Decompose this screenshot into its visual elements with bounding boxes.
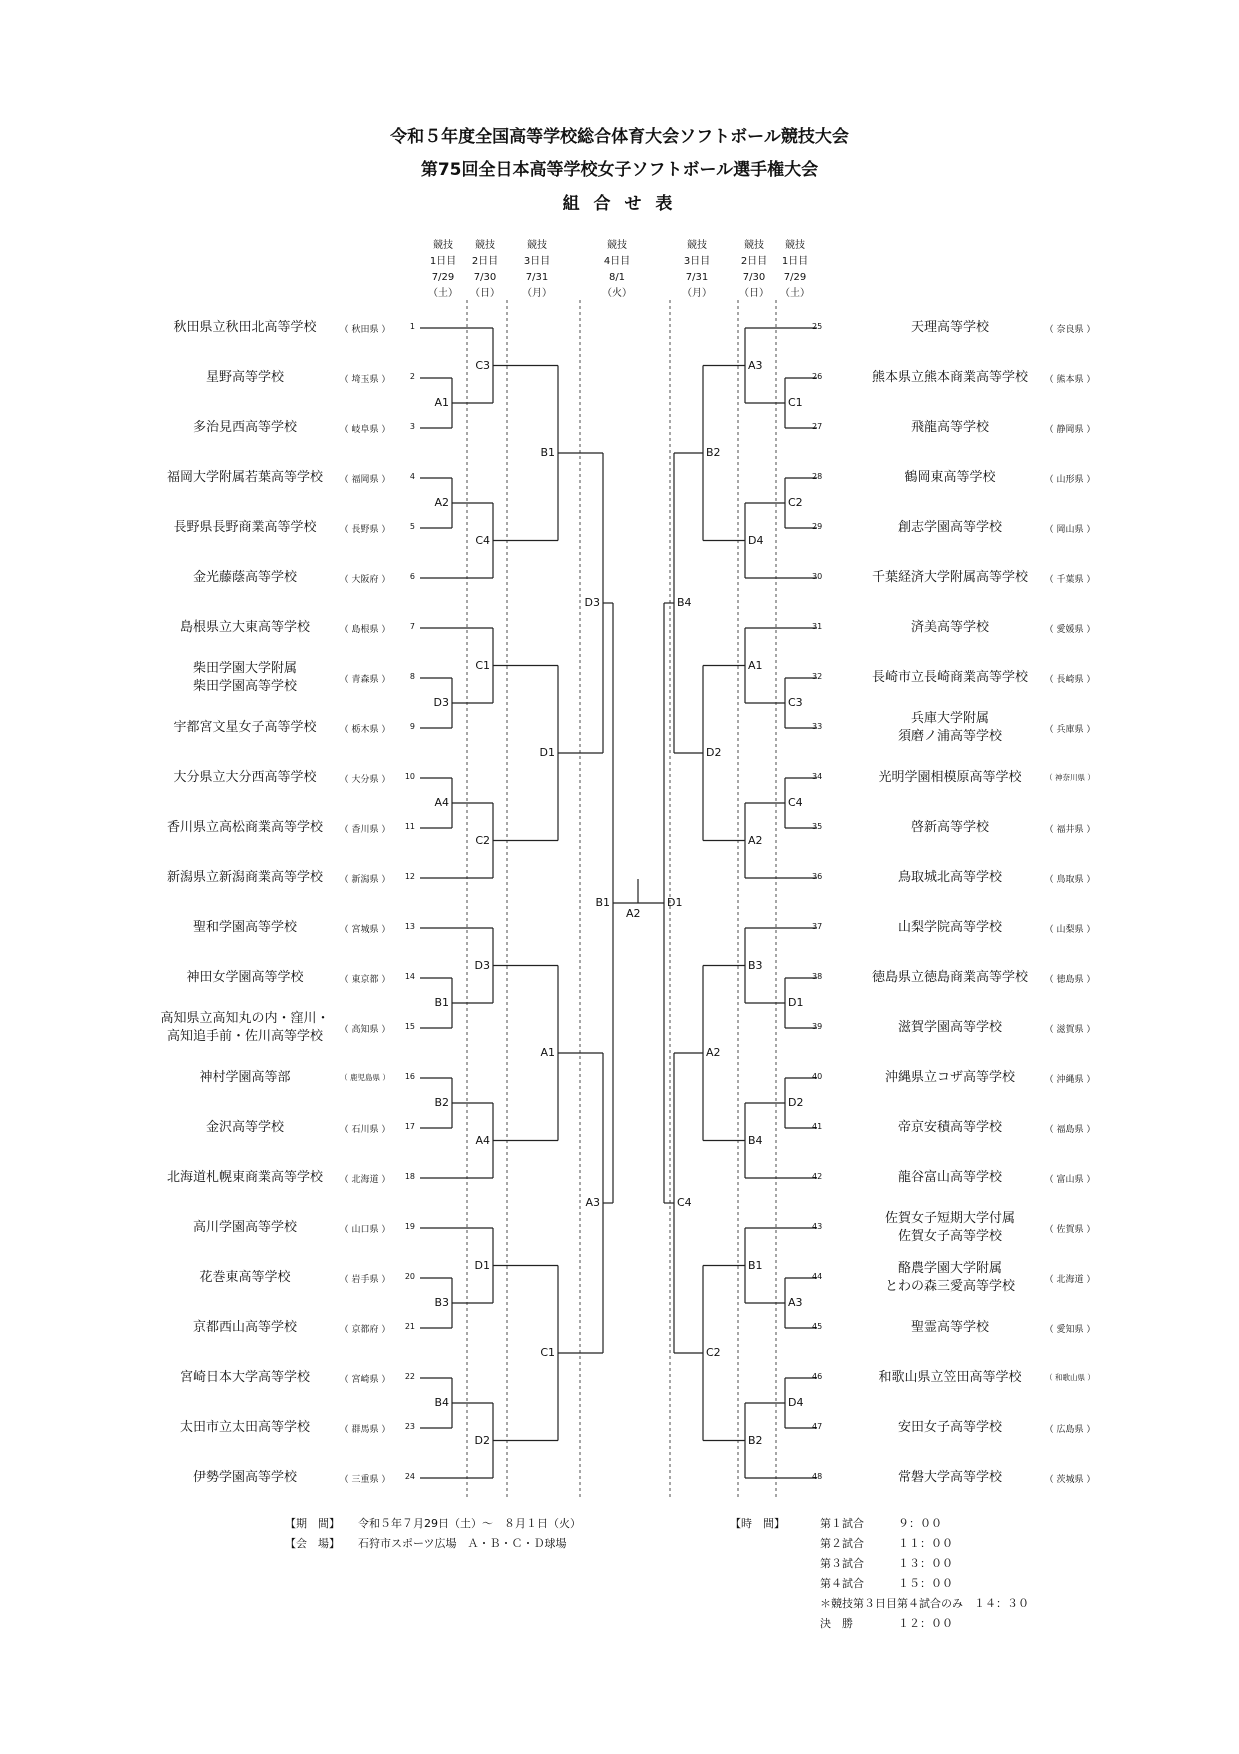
team-name (145, 1419, 345, 1437)
team-name (145, 769, 345, 787)
day-header-dow: （月） (522, 288, 552, 299)
team-name-line: 徳島県立徳島商業高等学校 (871, 970, 1028, 985)
schedule-time: ９：００ (898, 1517, 942, 1530)
day-header-date: 7/30 (473, 272, 497, 283)
team-number: 39 (812, 1022, 823, 1031)
team-number: 18 (404, 1172, 415, 1181)
team-name (850, 419, 1050, 437)
match-code: D2 (474, 1433, 490, 1447)
team-name (850, 469, 1050, 487)
match-code: A1 (748, 658, 763, 672)
team-prefecture: （ 岐阜県 ） (339, 425, 391, 435)
team-name (850, 1210, 1050, 1246)
team-prefecture: （ 福島県 ） (1044, 1125, 1096, 1135)
team-name (850, 1019, 1050, 1037)
team-name-line: 龍谷富山高等学校 (897, 1170, 1002, 1185)
team-prefecture: （ 石川県 ） (339, 1125, 391, 1135)
team-name-line: 啓新高等学校 (910, 820, 989, 835)
day-header-dow: （月） (682, 288, 712, 299)
team-number: 32 (812, 672, 823, 681)
team-name-line: 常磐大学高等学校 (897, 1470, 1002, 1485)
team-number: 48 (812, 1472, 823, 1481)
team-number: 5 (409, 522, 415, 531)
team-name-line-2: 高知追手前・佐川高等学校 (166, 1029, 323, 1044)
team-number: 36 (812, 872, 823, 881)
day-header-l1: 競技 (607, 240, 627, 251)
day-header-dow: （日） (739, 288, 769, 299)
team-name-line: 酪農学園大学附属 (897, 1261, 1002, 1276)
team-name (850, 1169, 1050, 1187)
match-code: B1 (540, 446, 555, 459)
match-code: A1 (434, 396, 449, 409)
team-prefecture: （ 宮崎県 ） (339, 1375, 391, 1385)
match-code: C2 (475, 833, 490, 847)
team-name-line: 天理高等学校 (910, 320, 989, 335)
team-name (145, 619, 345, 637)
match-code: A3 (748, 358, 763, 372)
team-name (145, 1119, 345, 1137)
time-label: 【時 間】 (730, 1517, 785, 1530)
team-name-line: 熊本県立熊本商業高等学校 (871, 370, 1028, 385)
team-prefecture: （ 山梨県 ） (1044, 925, 1096, 935)
championship-title: 第75回全日本高等学校女子ソフトボール選手権大会 (420, 160, 819, 180)
match-code: D4 (788, 1396, 804, 1409)
team-name (145, 919, 345, 937)
team-name-line: 和歌山県立笠田高等学校 (878, 1370, 1022, 1385)
team-number: 1 (409, 322, 415, 331)
day-header-dow: （日） (470, 288, 500, 299)
team-name (145, 469, 345, 487)
team-name (850, 669, 1050, 687)
match-code: D3 (584, 596, 600, 609)
team-number: 30 (812, 572, 823, 581)
team-prefecture: （ 岩手県 ） (339, 1275, 391, 1285)
day-header-date: 7/29 (431, 272, 455, 283)
team-prefecture: （ 福井県 ） (1044, 825, 1096, 835)
match-code: B1 (434, 996, 449, 1009)
team-prefecture: （ 北海道 ） (1044, 1275, 1096, 1285)
team-name-line: 北海道札幌東商業高等学校 (166, 1170, 323, 1185)
team-prefecture: （ 香川県 ） (339, 825, 391, 835)
team-name (145, 319, 345, 337)
team-name (145, 819, 345, 837)
team-prefecture: （ 神奈川県 ） (1045, 773, 1095, 782)
day-header-date: 8/1 (608, 272, 626, 283)
team-name-line: 山梨学院高等学校 (897, 920, 1002, 935)
match-code: A4 (475, 1133, 490, 1147)
team-name (850, 619, 1050, 637)
team-name (145, 569, 345, 587)
day-header-dow: （土） (428, 288, 458, 299)
team-prefecture: （ 滋賀県 ） (1044, 1025, 1096, 1035)
team-name (145, 1469, 345, 1487)
final-label: 決 勝 (820, 1617, 853, 1630)
match-code: B3 (434, 1296, 449, 1309)
team-number: 37 (812, 922, 823, 931)
team-name (850, 519, 1050, 537)
match-code: D2 (706, 746, 722, 759)
match-code: B1 (748, 1258, 763, 1272)
team-name-line-2: 須磨ノ浦高等学校 (897, 729, 1002, 744)
team-number: 8 (409, 672, 415, 681)
day-header-l2: 4日目 (603, 256, 631, 267)
team-prefecture: （ 佐賀県 ） (1044, 1225, 1096, 1235)
team-name-line-2: 柴田学園高等学校 (192, 679, 297, 694)
team-name-line: 光明学園相模原高等学校 (878, 770, 1022, 785)
final-code: A2 (626, 907, 641, 920)
team-number: 41 (812, 1122, 823, 1131)
match-code: B2 (434, 1096, 449, 1109)
team-prefecture: （ 福岡県 ） (339, 475, 391, 485)
day-header-l2: 1日目 (781, 256, 809, 267)
team-number: 44 (812, 1272, 823, 1281)
team-number: 33 (812, 722, 823, 731)
period-value: 令和５年７月29日（土）～ ８月１日（火） (358, 1517, 581, 1530)
team-name-line: 星野高等学校 (205, 370, 284, 385)
team-prefecture: （ 岡山県 ） (1044, 525, 1096, 535)
match-code: D4 (748, 533, 764, 547)
team-name-line: 飛龍高等学校 (910, 420, 989, 435)
team-name (850, 369, 1050, 387)
team-name-line: 香川県立高松商業高等学校 (166, 820, 323, 835)
team-name-line: 京都西山高等学校 (192, 1320, 297, 1335)
team-prefecture: （ 徳島県 ） (1044, 975, 1096, 985)
team-name-line: 鶴岡東高等学校 (904, 470, 996, 485)
team-name-line: 高川学園高等学校 (192, 1220, 297, 1235)
team-prefecture: （ 北海道 ） (339, 1175, 391, 1185)
team-number: 19 (404, 1222, 415, 1231)
team-name (145, 369, 345, 387)
team-prefecture: （ 静岡県 ） (1044, 425, 1096, 435)
team-number: 24 (404, 1472, 415, 1481)
team-name (145, 719, 345, 737)
team-name (145, 519, 345, 537)
schedule-time: １１：００ (898, 1537, 953, 1550)
team-name-line: 安田女子高等学校 (897, 1420, 1002, 1435)
team-name-line: 長野県長野商業高等学校 (173, 520, 317, 535)
team-number: 28 (812, 472, 823, 481)
match-code: B4 (748, 1133, 763, 1147)
team-name (850, 969, 1050, 987)
team-name (145, 1369, 345, 1387)
team-number: 9 (409, 722, 415, 731)
team-name-line: 千葉経済大学附属高等学校 (871, 570, 1028, 585)
team-name (850, 569, 1050, 587)
team-prefecture: （ 秋田県 ） (339, 325, 391, 335)
team-name-line: 神村学園高等部 (199, 1070, 291, 1085)
team-prefecture: （ 愛媛県 ） (1044, 625, 1096, 635)
day-header-date: 7/31 (685, 272, 709, 283)
team-number: 22 (404, 1372, 415, 1381)
team-prefecture: （ 山形県 ） (1044, 475, 1096, 485)
team-prefecture: （ 広島県 ） (1044, 1425, 1096, 1435)
match-code: C4 (475, 533, 490, 547)
day-header-l2: 2日目 (471, 256, 499, 267)
day-header-l1: 競技 (687, 240, 707, 251)
team-number: 12 (404, 872, 415, 881)
team-number: 3 (409, 422, 415, 431)
team-name-line: 聖霊高等学校 (910, 1320, 989, 1335)
team-name-line: 金光藤蔭高等学校 (192, 570, 297, 585)
team-name-line: 兵庫大学附属 (910, 711, 989, 726)
team-name (145, 1219, 345, 1237)
team-name-line: 創志学園高等学校 (897, 520, 1002, 535)
team-name (145, 660, 345, 696)
team-name-line-2: 佐賀女子高等学校 (897, 1229, 1002, 1244)
team-name-line: 秋田県立秋田北高等学校 (173, 320, 317, 335)
match-code: C3 (475, 358, 490, 372)
team-name-line: 大分県立大分西高等学校 (173, 770, 317, 785)
team-number: 46 (812, 1372, 823, 1381)
schedule-label: 第１試合 (820, 1517, 864, 1530)
day-header-l2: 1日目 (429, 256, 457, 267)
team-name (145, 1010, 345, 1046)
team-name (850, 319, 1050, 337)
team-prefecture: （ 長野県 ） (339, 525, 391, 535)
team-name-line: 伊勢学園高等学校 (192, 1470, 297, 1485)
team-name (850, 710, 1050, 746)
team-number: 29 (812, 522, 823, 531)
team-prefecture: （ 奈良県 ） (1044, 325, 1096, 335)
team-name-line: 金沢高等学校 (205, 1120, 284, 1135)
team-prefecture: （ 群馬県 ） (339, 1425, 391, 1435)
schedule-label: 第４試合 (820, 1577, 864, 1590)
team-number: 27 (812, 422, 823, 431)
team-name (850, 1260, 1050, 1296)
schedule-time: １５：００ (898, 1577, 953, 1590)
match-code: D1 (788, 996, 804, 1009)
team-name-line: 宮崎日本大学高等学校 (179, 1370, 310, 1385)
team-name (145, 1069, 345, 1087)
team-name (145, 1169, 345, 1187)
team-number: 4 (409, 472, 415, 481)
tournament-title: 令和５年度全国高等学校総合体育大会ソフトボール競技大会 (390, 127, 849, 147)
team-name (850, 919, 1050, 937)
team-number: 15 (404, 1022, 415, 1031)
team-name-line: 高知県立高知丸の内・窪川・ (160, 1011, 330, 1026)
team-prefecture: （ 兵庫県 ） (1044, 725, 1096, 735)
day-header-l1: 競技 (475, 240, 495, 251)
team-number: 16 (404, 1072, 415, 1081)
bracket-sheet-title: 組 合 せ 表 (562, 194, 677, 214)
team-name-line: 沖縄県立コザ高等学校 (884, 1070, 1015, 1085)
team-name-line: 滋賀学園高等学校 (897, 1020, 1002, 1035)
team-name-line: 宇都宮文星女子高等学校 (173, 720, 317, 735)
team-name-line: 新潟県立新潟商業高等学校 (166, 870, 323, 885)
match-code: A2 (706, 1046, 721, 1059)
team-name-line: 済美高等学校 (910, 620, 989, 635)
match-code: B2 (748, 1433, 763, 1447)
team-name-line: 帝京安積高等学校 (897, 1120, 1002, 1135)
day-header-date: 7/31 (525, 272, 549, 283)
team-name-line: 福岡大学附属若葉高等学校 (166, 470, 323, 485)
match-code: D3 (474, 958, 490, 972)
day-header-date: 7/30 (742, 272, 766, 283)
team-prefecture: （ 宮城県 ） (339, 925, 391, 935)
team-number: 21 (404, 1322, 415, 1331)
team-prefecture: （ 熊本県 ） (1044, 375, 1096, 385)
match-code: A1 (540, 1046, 555, 1059)
team-number: 6 (409, 572, 415, 581)
team-prefecture: （ 島根県 ） (339, 625, 391, 635)
team-number: 31 (812, 622, 823, 631)
match-code: C2 (706, 1346, 721, 1359)
team-prefecture: （ 富山県 ） (1044, 1175, 1096, 1185)
match-code: C4 (677, 1196, 692, 1209)
day-header-l1: 競技 (785, 240, 805, 251)
team-name (145, 419, 345, 437)
schedule-note: ＊競技第３日目第４試合のみ １４：３０ (820, 1597, 1029, 1610)
match-code: C1 (475, 658, 490, 672)
team-prefecture: （ 和歌山県 ） (1045, 1373, 1095, 1382)
team-name (145, 1319, 345, 1337)
final-time: １２：００ (898, 1617, 953, 1630)
team-number: 11 (404, 822, 415, 831)
team-number: 25 (812, 322, 823, 331)
day-header-dow: （土） (780, 288, 810, 299)
team-prefecture: （ 新潟県 ） (339, 875, 391, 885)
team-prefecture: （ 京都府 ） (339, 1325, 391, 1335)
team-number: 20 (404, 1272, 415, 1281)
team-number: 2 (409, 372, 415, 381)
team-name (145, 869, 345, 887)
team-number: 45 (812, 1322, 823, 1331)
team-number: 34 (812, 772, 823, 781)
team-name-line: 長崎市立長崎商業高等学校 (871, 670, 1028, 685)
team-prefecture: （ 千葉県 ） (1044, 575, 1096, 585)
team-prefecture: （ 高知県 ） (339, 1025, 391, 1035)
match-code: B4 (434, 1396, 449, 1409)
day-header-l2: 2日目 (740, 256, 768, 267)
venue-value: 石狩市スポーツ広場 Ａ・Ｂ・Ｃ・Ｄ球場 (358, 1537, 567, 1550)
day-header-l1: 競技 (744, 240, 764, 251)
team-number: 40 (812, 1072, 823, 1081)
team-name (850, 1319, 1050, 1337)
team-name (850, 869, 1050, 887)
team-prefecture: （ 沖縄県 ） (1044, 1075, 1096, 1085)
team-prefecture: （ 東京都 ） (339, 975, 391, 985)
team-name (850, 1469, 1050, 1487)
venue-label: 【会 場】 (285, 1537, 340, 1550)
match-code: B2 (706, 446, 721, 459)
team-name-line: 聖和学園高等学校 (192, 920, 297, 935)
team-name (850, 1119, 1050, 1137)
team-number: 42 (812, 1172, 823, 1181)
team-prefecture: （ 山口県 ） (339, 1225, 391, 1235)
match-code: A2 (434, 496, 449, 509)
match-code: C3 (788, 696, 803, 709)
team-name-line: 佐賀女子短期大学付属 (884, 1211, 1015, 1226)
team-prefecture: （ 大阪府 ） (339, 575, 391, 585)
day-header-l2: 3日目 (523, 256, 551, 267)
team-name-line: 太田市立太田高等学校 (179, 1420, 310, 1435)
team-name-line: 柴田学園大学附属 (192, 661, 297, 676)
match-code: D1 (667, 896, 683, 909)
schedule-time: １３：００ (898, 1557, 953, 1570)
match-code: A4 (434, 796, 449, 809)
team-number: 47 (812, 1422, 823, 1431)
team-name-line: 島根県立大東高等学校 (179, 620, 310, 635)
team-prefecture: （ 長崎県 ） (1044, 675, 1096, 685)
match-code: D2 (788, 1096, 804, 1109)
team-name-line-2: とわの森三愛高等学校 (884, 1279, 1015, 1294)
team-number: 23 (404, 1422, 415, 1431)
team-name-line: 鳥取城北高等学校 (897, 870, 1002, 885)
match-code: C1 (788, 396, 803, 409)
day-header-l1: 競技 (433, 240, 453, 251)
team-prefecture: （ 茨城県 ） (1044, 1475, 1096, 1485)
team-number: 13 (404, 922, 415, 931)
match-code: B4 (677, 596, 692, 609)
team-number: 7 (409, 622, 415, 631)
match-code: D1 (474, 1258, 490, 1272)
team-prefecture: （ 青森県 ） (339, 675, 391, 685)
team-name (145, 1269, 345, 1287)
match-code: A3 (788, 1296, 803, 1309)
team-prefecture: （ 鳥取県 ） (1044, 875, 1096, 885)
team-name (850, 769, 1050, 787)
match-code: D3 (433, 696, 449, 709)
team-name (850, 1069, 1050, 1087)
team-number: 14 (404, 972, 415, 981)
day-header-l2: 3日目 (683, 256, 711, 267)
match-code: B3 (748, 958, 763, 972)
day-header-l1: 競技 (527, 240, 547, 251)
schedule-label: 第３試合 (820, 1557, 864, 1570)
match-code: D1 (539, 746, 555, 759)
team-name-line: 花巻東高等学校 (199, 1270, 291, 1285)
team-prefecture: （ 三重県 ） (339, 1475, 391, 1485)
team-number: 35 (812, 822, 823, 831)
team-name (850, 819, 1050, 837)
team-number: 10 (404, 772, 415, 781)
team-prefecture: （ 埼玉県 ） (339, 375, 391, 385)
day-header-dow: （火） (602, 288, 632, 299)
team-name-line: 神田女学園高等学校 (186, 970, 304, 985)
day-header-date: 7/29 (783, 272, 807, 283)
match-code: C1 (540, 1346, 555, 1359)
team-name (850, 1369, 1050, 1387)
team-prefecture: （ 栃木県 ） (339, 725, 391, 735)
team-number: 26 (812, 372, 823, 381)
team-name-line: 多治見西高等学校 (192, 420, 297, 435)
team-prefecture: （ 鹿児島県 ） (340, 1073, 390, 1082)
match-code: A3 (585, 1196, 600, 1209)
team-name (145, 969, 345, 987)
match-code: C4 (788, 796, 803, 809)
schedule-label: 第２試合 (820, 1537, 864, 1550)
team-number: 17 (404, 1122, 415, 1131)
team-number: 43 (812, 1222, 823, 1231)
team-name (850, 1419, 1050, 1437)
team-prefecture: （ 愛知県 ） (1044, 1325, 1096, 1335)
period-label: 【期 間】 (285, 1517, 340, 1530)
match-code: C2 (788, 496, 803, 509)
match-code: A2 (748, 833, 763, 847)
team-prefecture: （ 大分県 ） (339, 775, 391, 785)
match-code: B1 (595, 896, 610, 909)
team-number: 38 (812, 972, 823, 981)
